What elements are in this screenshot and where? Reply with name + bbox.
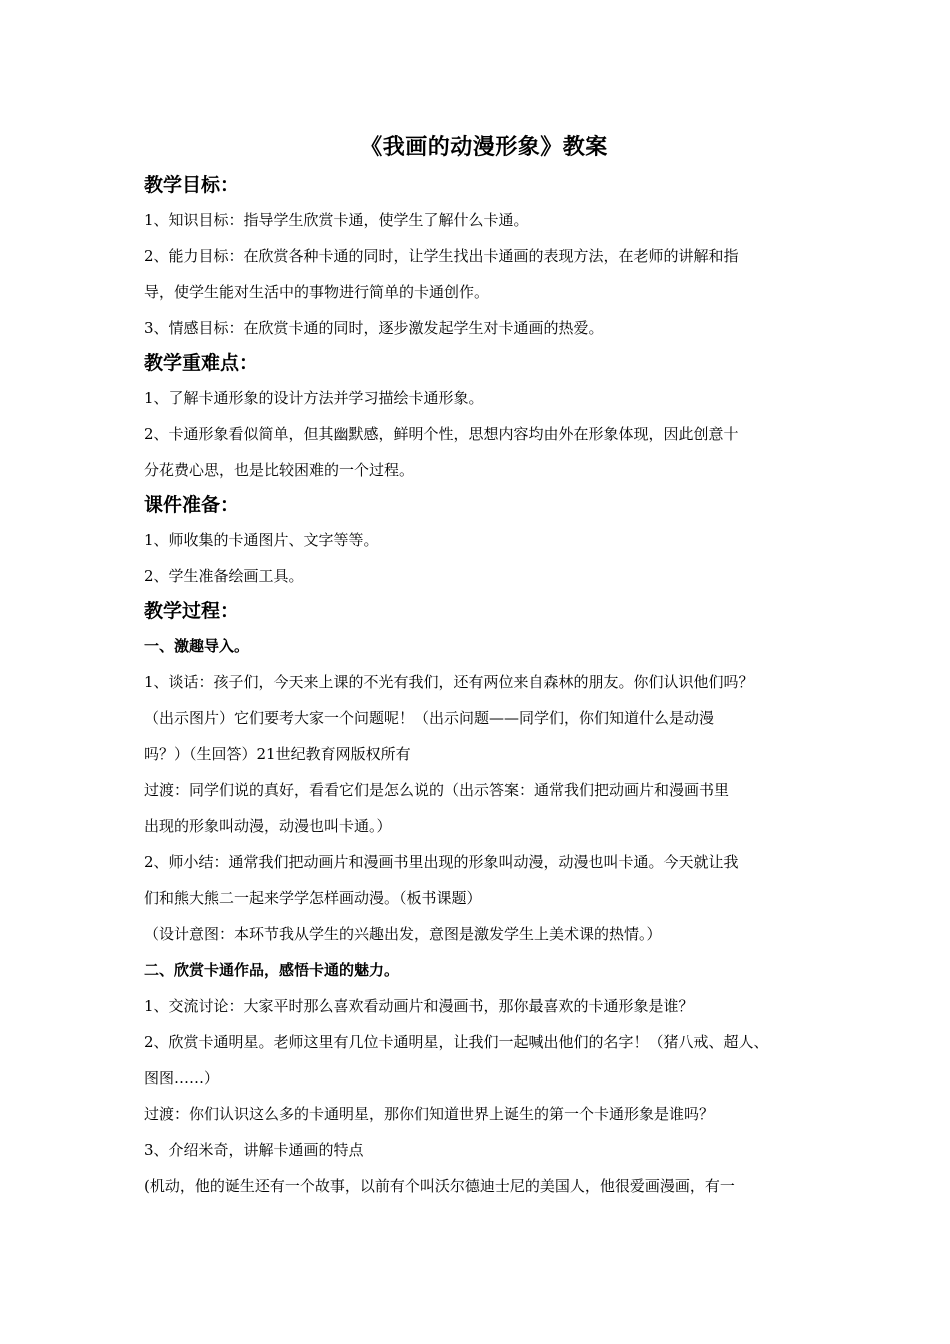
process-part2-line: 3、介绍米奇，讲解卡通画的特点 (144, 1141, 364, 1159)
process-part1-line: 1、谈话：孩子们，今天来上课的不光有我们，还有两位来自森林的朋友。你们认识他们吗？ (144, 673, 754, 691)
process-part2-line: 图图……） (144, 1069, 220, 1087)
process-part1-line: （出示图片）它们要考大家一个问题呢！（出示问题——同学们，你们知道什么是动漫 (144, 709, 715, 727)
process-part1-line: 2、师小结：通常我们把动画片和漫画书里出现的形象叫动漫，动漫也叫卡通。今天就让我 (144, 853, 739, 871)
objectives-line: 1、知识目标：指导学生欣赏卡通，使学生了解什么卡通。 (144, 211, 529, 229)
objectives-heading: 教学目标： (144, 174, 240, 196)
key-points-line: 1、了解卡通形象的设计方法并学习描绘卡通形象。 (144, 389, 484, 407)
process-part1-line: 吗？）（生回答）21世纪教育网版权所有 (144, 745, 411, 763)
process-part1-title: 一、激趣导入。 (144, 637, 250, 655)
document-title: 《我画的动漫形象》教案 (360, 135, 608, 160)
process-part2-line: 过渡：你们认识这么多的卡通明星，那你们知道世界上诞生的第一个卡通形象是谁吗？ (144, 1105, 715, 1123)
key-points-line: 2、卡通形象看似简单，但其幽默感，鲜明个性，思想内容均由外在形象体现，因此创意十 (144, 425, 739, 443)
process-part2-title: 二、欣赏卡通作品，感悟卡通的魅力。 (144, 961, 400, 979)
process-part2-line: 2、欣赏卡通明星。老师这里有几位卡通明星，让我们一起喊出他们的名字！（猪八戒、超人、 (144, 1033, 769, 1051)
document-page (144, 128, 824, 1204)
objectives-line: 3、情感目标：在欣赏卡通的同时，逐步激发起学生对卡通画的热爱。 (144, 319, 604, 337)
process-part2-line: (机动，他的诞生还有一个故事，以前有个叫沃尔德迪士尼的美国人，他很爱画漫画，有一 (144, 1177, 735, 1195)
objectives-line: 2、能力目标：在欣赏各种卡通的同时，让学生找出卡通画的表现方法，在老师的讲解和指 (144, 247, 739, 265)
objectives-line: 导，使学生能对生活中的事物进行简单的卡通创作。 (144, 283, 490, 301)
preparation-line: 2、学生准备绘画工具。 (144, 567, 304, 585)
process-part2-line: 1、交流讨论：大家平时那么喜欢看动画片和漫画书，那你最喜欢的卡通形象是谁？ (144, 997, 694, 1015)
process-part1-line: 出现的形象叫动漫，动漫也叫卡通。） (144, 817, 392, 835)
key-points-line: 分花费心思，也是比较困难的一个过程。 (144, 461, 415, 479)
process-part1-line: 过渡：同学们说的真好，看看它们是怎么说的（出示答案：通常我们把动画片和漫画书里 (144, 781, 730, 799)
preparation-line: 1、师收集的卡通图片、文字等等。 (144, 531, 379, 549)
key-points-heading: 教学重难点： (144, 352, 259, 374)
preparation-heading: 课件准备： (144, 494, 240, 516)
process-part1-line: （设计意图：本环节我从学生的兴趣出发，意图是激发学生上美术课的热情。） (144, 925, 662, 943)
process-heading: 教学过程： (144, 600, 240, 622)
process-part1-line: 们和熊大熊二一起来学学怎样画动漫。（板书课题） (144, 889, 482, 907)
